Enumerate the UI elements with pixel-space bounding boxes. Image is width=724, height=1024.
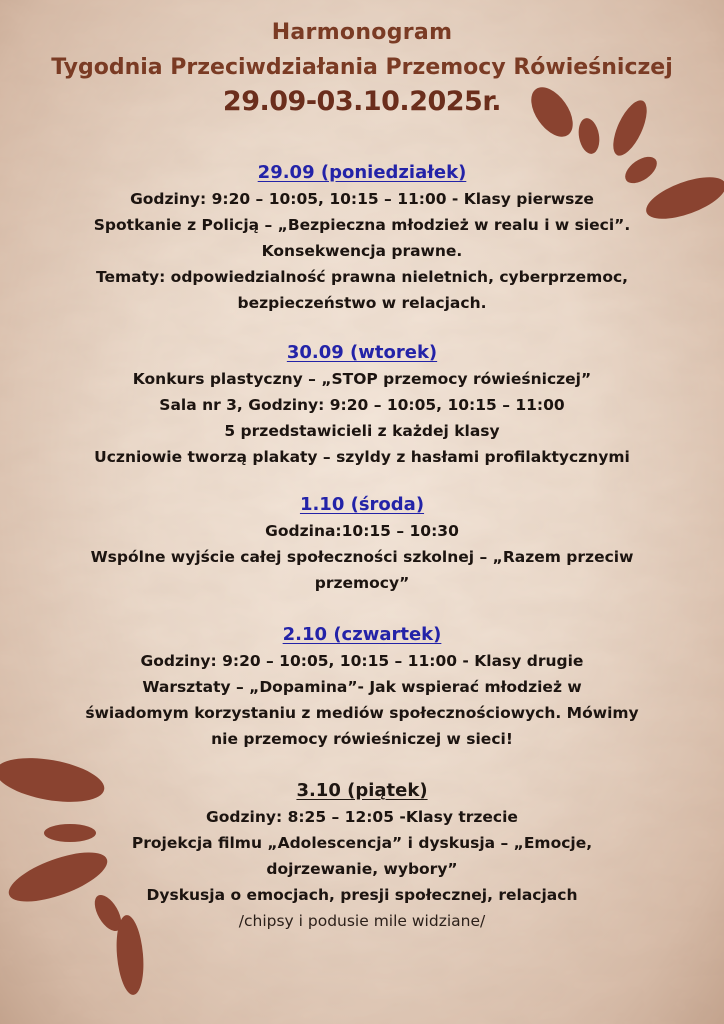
day-line: Konkurs plastyczny – „STOP przemocy rówieśniczej” [132, 370, 592, 388]
day-line: Uczniowie tworzą plakaty – szyldy z hasłami profilaktycznymi [94, 448, 630, 466]
day-line: bezpieczeństwo w relacjach. [237, 294, 487, 312]
header-title: Harmonogram [271, 20, 453, 45]
day-line: Godziny: 9:20 – 10:05, 10:15 – 11:00 - Klasy pierwsze [130, 190, 594, 208]
day-section-wednesday [0, 492, 724, 596]
day-line: Godziny: 9:20 – 10:05, 10:15 – 11:00 - Klasy drugie [140, 652, 584, 670]
day-line: Tematy: odpowiedzialność prawna nieletnich, cyberprzemoc, [95, 268, 629, 286]
day-line: dojrzewanie, wybory” [266, 860, 458, 878]
day-line: nie przemocy rówieśniczej w sieci! [211, 730, 513, 748]
day-line: Wspólne wyjście całej społeczności szkolnej – „Razem przeciw [90, 548, 634, 566]
day-line: Godzina:10:15 – 10:30 [265, 522, 459, 540]
day-line: Konsekwencja prawne. [261, 242, 463, 260]
day-line: Warsztaty – „Dopamina”- Jak wspierać młodzież w [142, 678, 582, 696]
header-dates: 29.09-03.10.2025r. [222, 86, 502, 117]
day-section-tuesday [0, 340, 724, 470]
day-note: /chipsy i podusie mile widziane/ [238, 912, 486, 930]
day-heading: 3.10 (piątek) [296, 780, 428, 801]
day-line: Dyskusja o emocjach, presji społecznej, relacjach [146, 886, 578, 904]
day-line: 5 przedstawicieli z każdej klasy [224, 422, 500, 440]
day-section-friday [0, 778, 724, 934]
day-line: Projekcja filmu „Adolescencja” i dyskusja – „Emocje, [131, 834, 593, 852]
header-subtitle: Tygodnia Przeciwdziałania Przemocy Rówieśniczej [51, 55, 673, 80]
day-heading[interactable]: 29.09 (poniedziałek) [257, 162, 467, 183]
day-line: przemocy” [314, 574, 410, 592]
day-section-thursday [0, 622, 724, 752]
day-heading[interactable]: 1.10 (środa) [299, 494, 425, 515]
day-line: Godziny: 8:25 – 12:05 -Klasy trzecie [206, 808, 518, 826]
day-section-monday [0, 160, 724, 316]
day-heading[interactable]: 2.10 (czwartek) [282, 624, 442, 645]
stroke-tr-2 [576, 117, 602, 156]
day-line: Sala nr 3, Godziny: 9:20 – 10:05, 10:15 – 11:00 [159, 396, 565, 414]
day-line: świadomym korzystaniu z mediów społecznościowych. Mówimy [85, 704, 639, 722]
day-heading[interactable]: 30.09 (wtorek) [286, 342, 438, 363]
day-line: Spotkanie z Policją – „Bezpieczna młodzież w realu i w sieci”. [93, 216, 631, 234]
